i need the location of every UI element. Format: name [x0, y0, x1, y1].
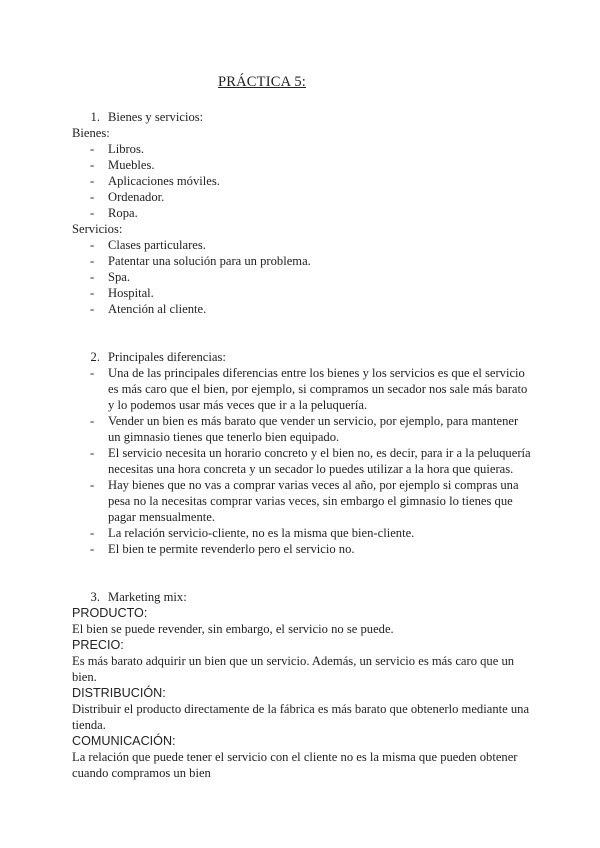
list-item [72, 157, 532, 173]
section-heading [72, 349, 532, 365]
list-item-text: Vender un bien es más barato que vender un servicio, por ejemplo, para mantener un gimnasio tienes que tenerlo bien equipado. [108, 414, 519, 444]
list-item [72, 189, 532, 205]
section-number: 1. [90, 110, 100, 124]
list-item [72, 141, 532, 157]
list-item-text: La relación servicio-cliente, no es la misma que bien-cliente. [108, 526, 415, 540]
bienes-list [72, 141, 532, 221]
list-item-text: Ordenador. [108, 190, 165, 204]
list-item-text: Aplicaciones móviles. [108, 174, 220, 188]
distribucion-label: DISTRIBUCIÓN: [72, 686, 166, 700]
list-item [72, 253, 532, 269]
comunicacion-label: COMUNICACIÓN: [72, 734, 176, 748]
dash-bullet: - [90, 142, 95, 156]
section-diferencias [72, 349, 532, 557]
producto-label: PRODUCTO: [72, 606, 148, 620]
list-item [72, 525, 532, 541]
section-number: 2. [90, 350, 100, 364]
dash-bullet: - [90, 414, 95, 428]
dash-bullet: - [90, 302, 95, 316]
dash-bullet: - [90, 206, 95, 220]
dash-bullet: - [90, 158, 95, 172]
list-item [72, 173, 532, 189]
list-item-text: Hay bienes que no vas a comprar varias veces al año, por ejemplo si compras una pesa no la necesitas comprar varias veces, sin embargo el gimnasio lo tienes que pagar mensualmente. [108, 478, 519, 524]
precio-label: PRECIO: [72, 638, 124, 652]
list-item [72, 301, 532, 317]
diferencias-list [72, 365, 532, 557]
dash-bullet: - [90, 366, 95, 380]
dash-bullet: - [90, 238, 95, 252]
dash-bullet: - [90, 286, 95, 300]
list-item [72, 445, 532, 477]
list-item [72, 365, 532, 413]
list-item [72, 477, 532, 525]
bienes-label: Bienes: [72, 126, 110, 140]
section-number: 3. [90, 590, 100, 604]
dash-bullet: - [90, 478, 95, 492]
section-bienes-servicios [72, 109, 532, 317]
list-item [72, 413, 532, 445]
list-item-text: Spa. [108, 270, 131, 284]
dash-bullet: - [90, 526, 95, 540]
dash-bullet: - [90, 254, 95, 268]
page-title: PRÁCTICA 5: [217, 74, 306, 90]
list-item [72, 237, 532, 253]
list-item-text: Una de las principales diferencias entre los bienes y los servicios es que el servicio es más caro que el bien, por ejemplo, si compramos un secador nos sale más barato y lo podemos usar más veces que ir a la peluquería. [108, 366, 528, 412]
list-item [72, 541, 532, 557]
list-item [72, 205, 532, 221]
dash-bullet: - [90, 190, 95, 204]
list-item-text: Atención al cliente. [108, 302, 207, 316]
servicios-label: Servicios: [72, 222, 123, 236]
distribucion-text: Distribuir el producto directamente de la fábrica es más barato que obtenerlo mediante una tienda. [72, 702, 530, 732]
dash-bullet: - [90, 542, 95, 556]
list-item-text: El bien te permite revenderlo pero el servicio no. [108, 542, 355, 556]
section-heading [72, 109, 532, 125]
section-marketing-mix [72, 589, 532, 781]
list-item-text: El servicio necesita un horario concreto y el bien no, es decir, para ir a la peluquería necesitas una hora concreta y un secador lo puedes utilizar a la hora que quieras. [108, 446, 531, 476]
list-item-text: Clases particulares. [108, 238, 206, 252]
dash-bullet: - [90, 270, 95, 284]
comunicacion-text: La relación que puede tener el servicio con el cliente no es la misma que pueden obtener cuando compramos un bien [72, 750, 518, 780]
list-item-text: Hospital. [108, 286, 154, 300]
section-heading-text: Bienes y servicios: [108, 110, 204, 124]
precio-text: Es más barato adquirir un bien que un servicio. Además, un servicio es más caro que un bien. [72, 654, 515, 684]
list-item [72, 269, 532, 285]
dash-bullet: - [90, 446, 95, 460]
list-item-text: Libros. [108, 142, 145, 156]
list-item-text: Patentar una solución para un problema. [108, 254, 311, 268]
list-item-text: Ropa. [108, 206, 138, 220]
servicios-list [72, 237, 532, 317]
dash-bullet: - [90, 174, 95, 188]
section-heading-text: Marketing mix: [108, 590, 187, 604]
list-item-text: Muebles. [108, 158, 155, 172]
producto-text: El bien se puede revender, sin embargo, el servicio no se puede. [72, 622, 394, 636]
list-item [72, 285, 532, 301]
section-heading-text: Principales diferencias: [108, 350, 226, 364]
section-heading [72, 589, 532, 605]
